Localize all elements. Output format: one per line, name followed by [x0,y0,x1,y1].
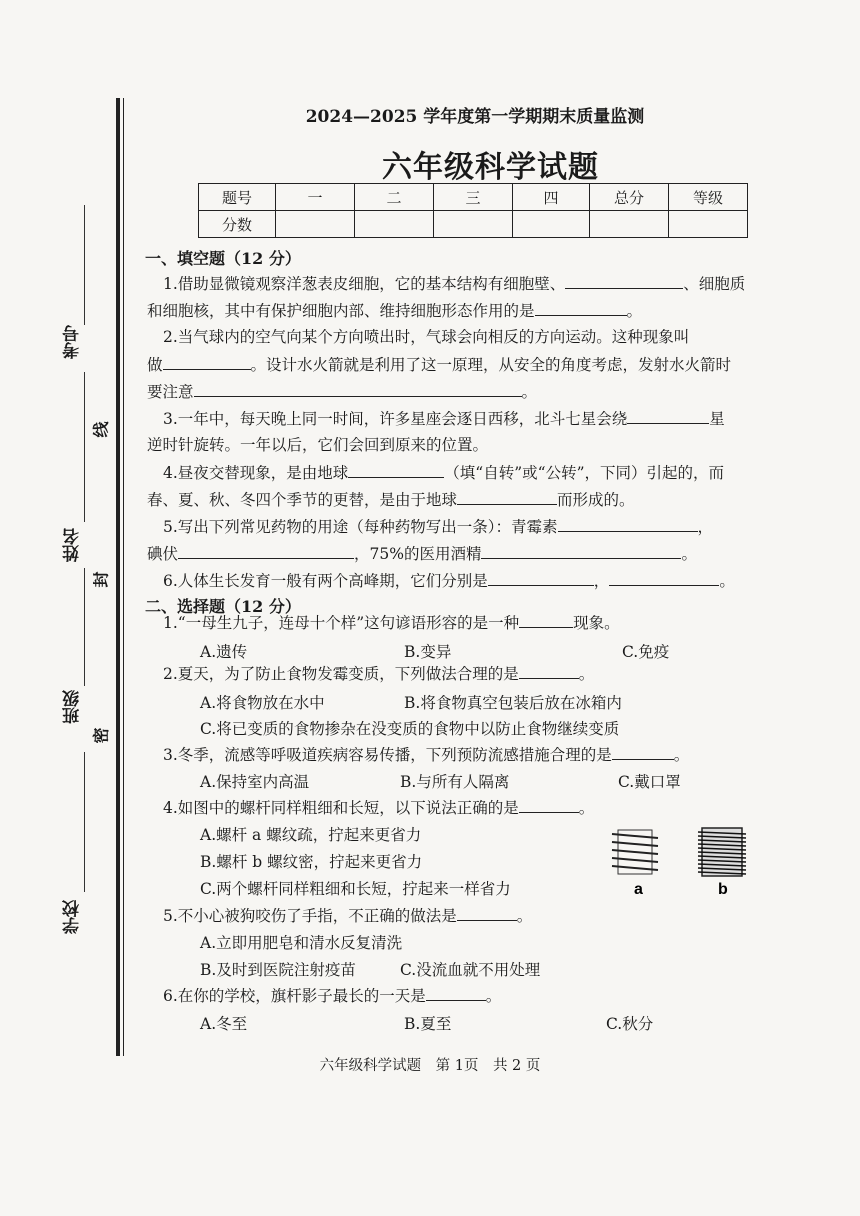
option-2-6-a[interactable]: A.冬至 [200,1015,248,1033]
score-input-cell[interactable] [434,211,513,238]
class-label: 班级 [63,690,83,724]
answer-blank[interactable] [457,904,517,921]
answer-blank[interactable] [457,488,557,505]
option-2-4-c[interactable]: C.两个螺杆同样粗细和长短，拧起来一样省力 [200,880,511,898]
screw-a-label: a [634,881,643,898]
seal-char-secret: 密 [91,727,111,744]
score-table-header-row [199,184,748,211]
score-input-cell[interactable] [669,211,748,238]
score-input-cell[interactable] [355,211,434,238]
name-underline [84,372,85,522]
answer-blank[interactable] [609,569,719,586]
answer-blank[interactable] [426,984,486,1001]
question-2-2: 2.夏天，为了防止食物发霉变质，下列做法合理的是 。 [163,662,594,685]
answer-blank[interactable] [519,611,573,628]
answer-blank[interactable] [194,380,522,397]
option-2-4-a[interactable]: A.螺杆 a 螺纹疏，拧起来更省力 [200,826,422,844]
school-label: 学校 [63,900,83,934]
question-2-6: 6.在你的学校，旗杆影子最长的一天是 。 [163,984,501,1007]
question-1-3: 3.一年中，每天晚上同一时间，许多星座会逐日西移，北斗七星会绕 星 [163,407,725,430]
question-1-5: 5.写出下列常见药物的用途（每种药物写出一条）：青霉素 ， [163,515,713,538]
question-1-3-cont: 逆时针旋转。一年以后，它们会回到原来的位置。 [147,436,489,454]
name-label: 姓名 [63,528,83,562]
answer-blank[interactable] [519,662,579,679]
option-2-5-b[interactable]: B.及时到医院注射疫苗 [200,961,356,979]
question-1-6: 6.人体生长发育一般有两个高峰期，它们分别是 ， 。 [163,569,735,592]
score-table [198,183,748,238]
school-underline [84,752,85,892]
answer-blank[interactable] [519,796,579,813]
binding-line-thin [123,98,124,1056]
section2-heading: 二、选择题（12 分） [145,597,301,616]
screw-a-icon [612,830,658,874]
score-cell: 一 [276,184,355,211]
answer-blank[interactable] [565,272,683,289]
question-2-3: 3.冬季，流感等呼吸道疾病容易传播，下列预防流感措施合理的是 。 [163,743,689,766]
question-2-4: 4.如图中的螺杆同样粗细和长短，以下说法正确的是 。 [163,796,594,819]
option-2-6-b[interactable]: B.夏至 [404,1015,452,1033]
seal-char-seal: 封 [91,571,111,588]
option-2-5-a[interactable]: A.立即用肥皂和清水反复清洗 [200,934,403,952]
exam-number-underline [84,205,85,325]
screw-b-label: b [718,881,728,898]
score-cell: 题号 [199,184,276,211]
answer-blank[interactable] [558,515,698,532]
question-1-2-cont: 做 。设计水火箭就是利用了这一原理，从安全的角度考虑，发射水火箭时 [147,353,731,376]
score-cell: 分数 [199,211,276,238]
score-input-cell[interactable] [276,211,355,238]
question-2-5: 5.不小心被狗咬伤了手指，不正确的做法是 。 [163,904,532,927]
option-2-6-c[interactable]: C.秋分 [606,1015,654,1033]
score-cell: 二 [355,184,434,211]
option-2-1-c[interactable]: C.免疫 [622,643,670,661]
answer-blank[interactable] [627,407,709,424]
seal-char-line: 线 [91,421,111,438]
question-1-2: 2.当气球内的空气向某个方向喷出时，气球会向相反的方向运动。这种现象叫 [163,328,690,346]
exam-subtitle: 2024—2025 学年度第一学期期末质量监测 [305,107,645,127]
option-2-3-a[interactable]: A.保持室内高温 [200,773,310,791]
exam-title: 六年级科学试题 [382,150,599,185]
answer-blank[interactable] [481,542,681,559]
score-cell: 等级 [669,184,748,211]
answer-blank[interactable] [535,299,627,316]
option-2-3-b[interactable]: B.与所有人隔离 [400,773,510,791]
question-1-4: 4.昼夜交替现象，是由地球 （填“自转”或“公转”，下同）引起的，而 [163,461,724,484]
question-1-2-cont2: 要注意 。 [147,380,537,403]
exam-number-label: 考号 [63,325,83,359]
score-cell: 总分 [590,184,669,211]
answer-blank[interactable] [178,542,354,559]
score-cell: 四 [513,184,590,211]
option-2-2-b[interactable]: B.将食物真空包装后放在冰箱内 [404,694,622,712]
binding-line-thick [116,98,120,1056]
score-cell: 三 [434,184,513,211]
question-1-1-cont: 和细胞核，其中有保护细胞内部、维持细胞形态作用的是 。 [147,299,642,322]
question-2-1: 1.“一母生九子，连母十个样”这句谚语形容的是一种 现象。 [163,611,620,634]
option-2-3-c[interactable]: C.戴口罩 [618,773,681,791]
question-1-5-cont: 碘伏 ，75%的医用酒精 。 [147,542,697,565]
score-input-cell[interactable] [590,211,669,238]
option-2-2-c[interactable]: C.将已变质的食物掺杂在没变质的食物中以防止食物继续变质 [200,720,620,738]
question-1-1: 1.借助显微镜观察洋葱表皮细胞，它的基本结构有细胞壁、 、细胞质 [163,272,745,295]
question-1-4-cont: 春、夏、秋、冬四个季节的更替，是由于地球 而形成的。 [147,488,635,511]
option-2-1-b[interactable]: B.变异 [404,643,452,661]
option-2-2-a[interactable]: A.将食物放在水中 [200,694,325,712]
answer-blank[interactable] [612,743,674,760]
screw-b-icon [698,828,746,876]
page-footer: 六年级科学试题 第 1页 共 2 页 [319,1058,541,1074]
score-input-cell[interactable] [513,211,590,238]
answer-blank[interactable] [163,353,251,370]
answer-blank[interactable] [348,461,444,478]
answer-blank[interactable] [488,569,594,586]
score-table-value-row [199,211,748,238]
section1-heading: 一、填空题（12 分） [145,249,301,268]
option-2-1-a[interactable]: A.遗传 [200,643,248,661]
option-2-5-c[interactable]: C.没流血就不用处理 [400,961,541,979]
class-underline [84,568,85,686]
screw-figure [608,826,768,898]
option-2-4-b[interactable]: B.螺杆 b 螺纹密，拧起来更省力 [200,853,423,871]
